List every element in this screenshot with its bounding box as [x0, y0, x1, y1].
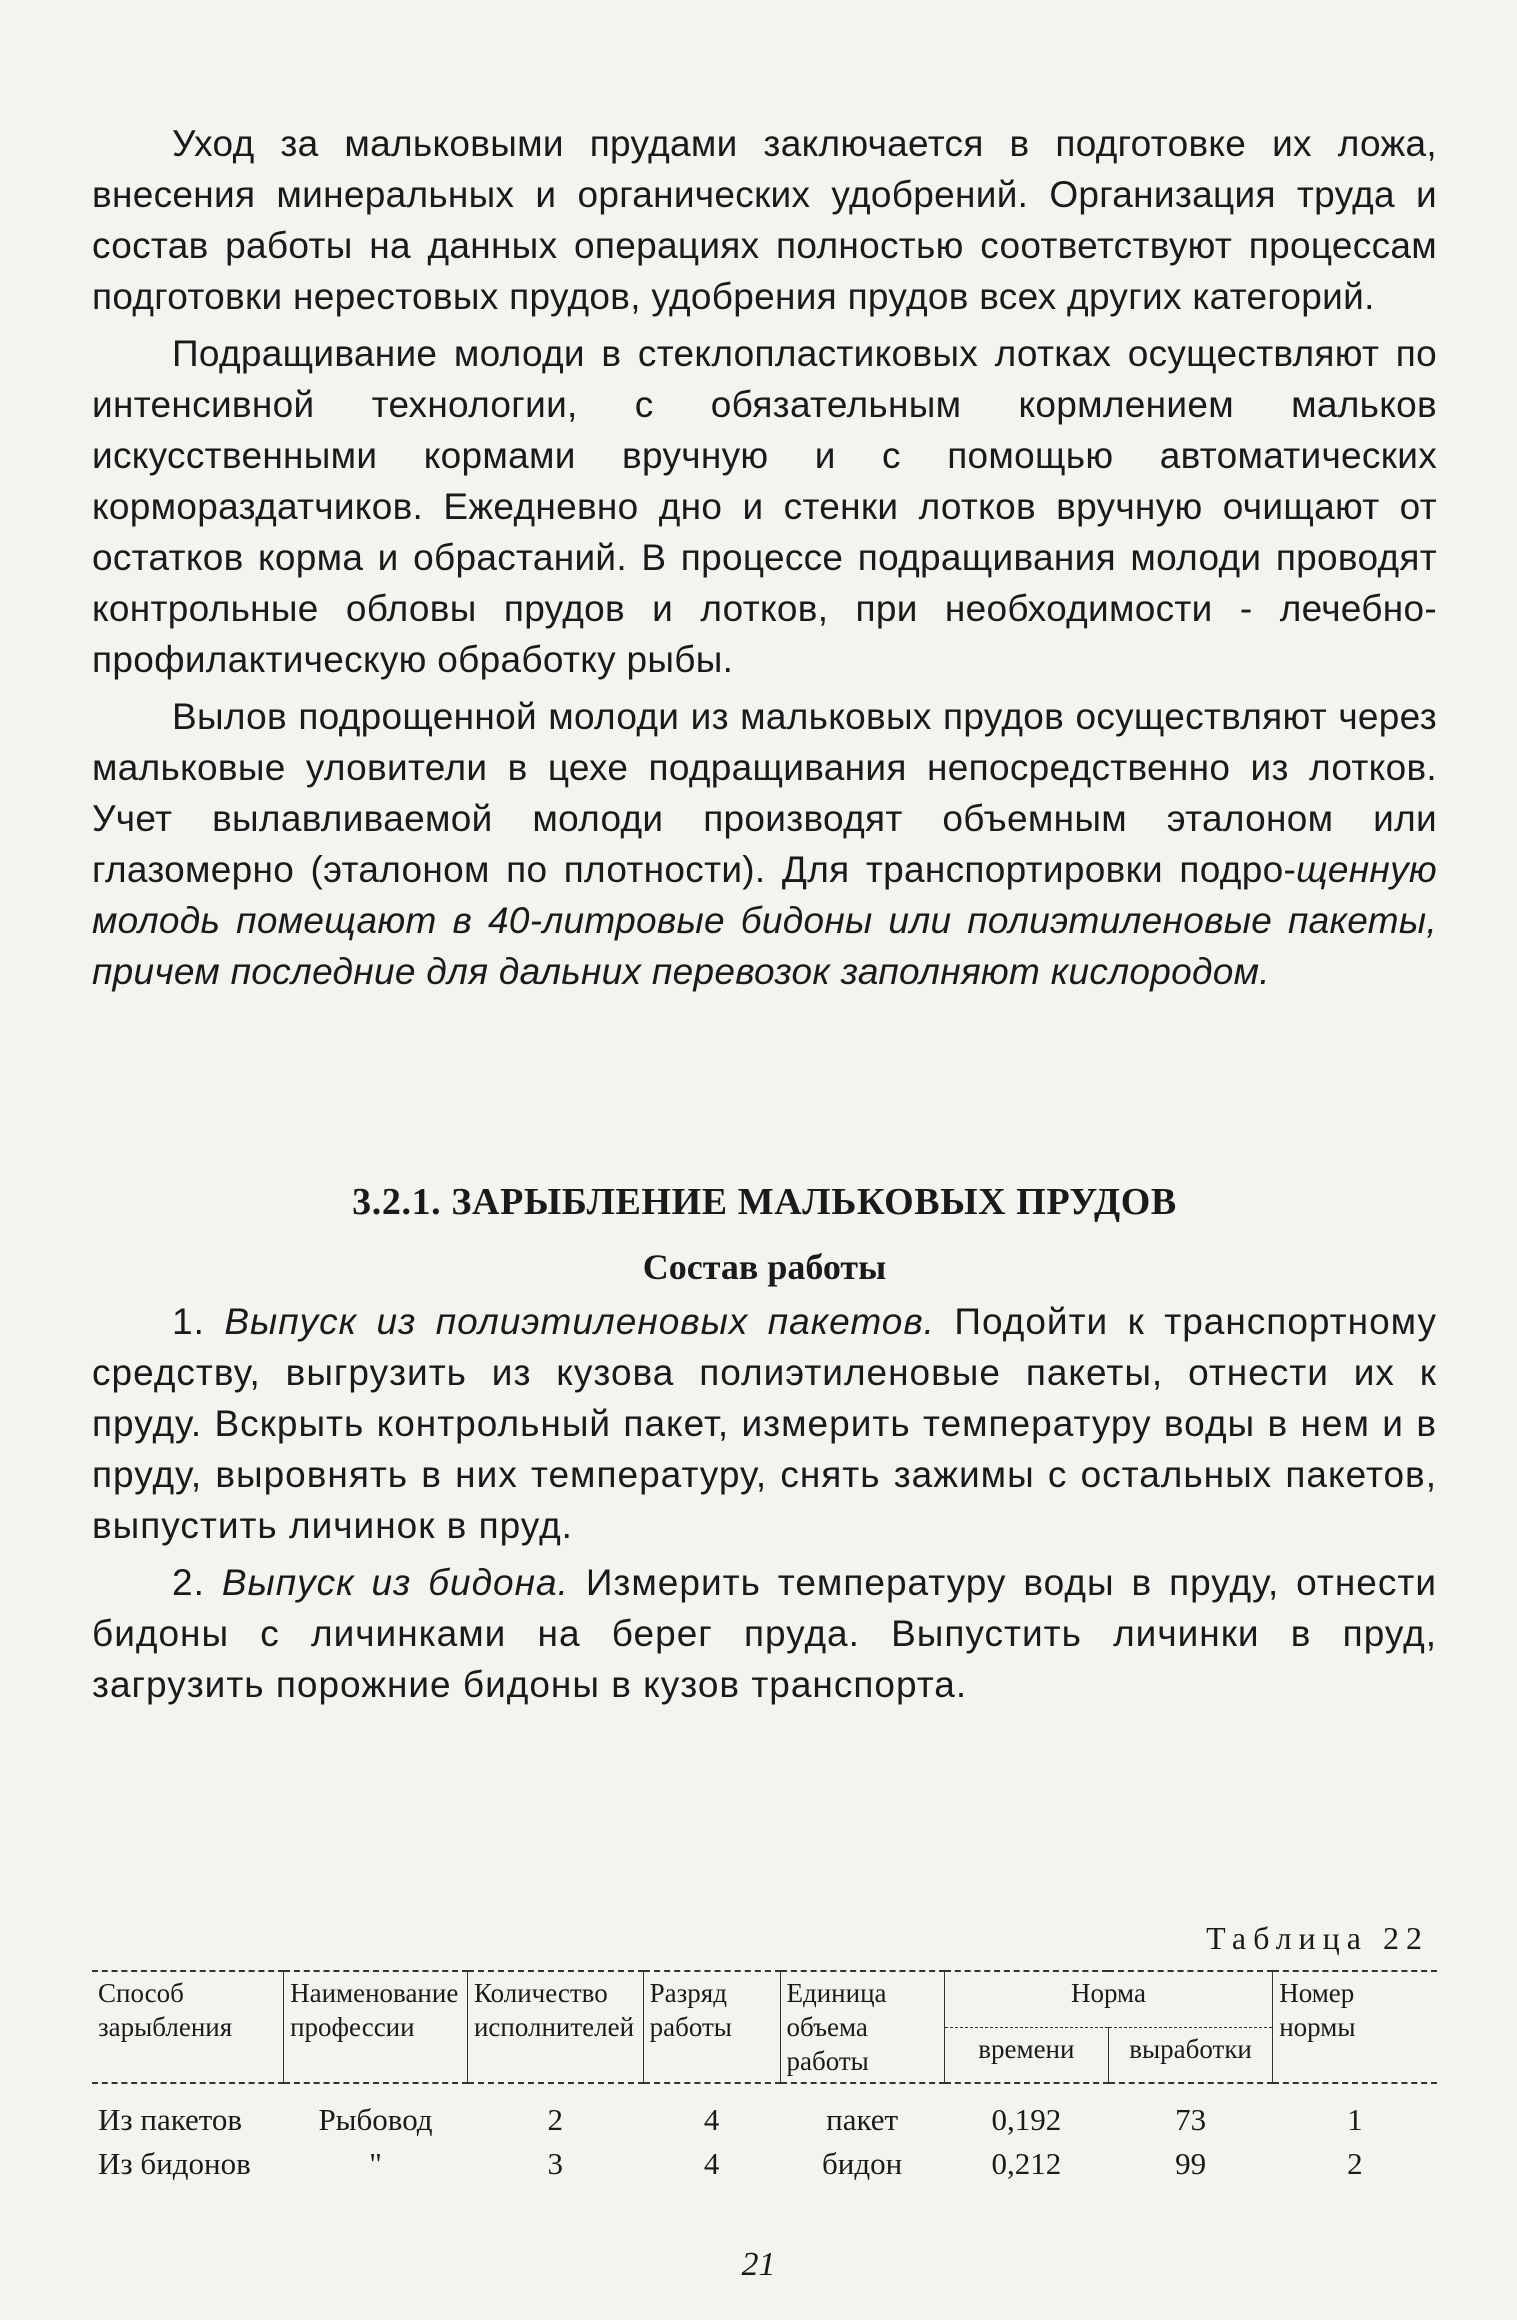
step-2-title: Выпуск из бидона. — [221, 1562, 569, 1603]
row-1-unit: пакет — [780, 2083, 944, 2142]
row-2-norm-number: 2 — [1347, 2146, 1363, 2181]
header-profession: Наименование профессии — [284, 1971, 468, 2083]
row-1-grade: 4 — [643, 2083, 780, 2142]
row-2-norm-output: 99 — [1175, 2146, 1207, 2181]
step-1 — [92, 1296, 1437, 1551]
row-1-norm-time: 0,192 — [944, 2083, 1108, 2142]
header-unit: Единица объема работы — [780, 1971, 944, 2083]
step-1-number: 1. — [172, 1301, 205, 1342]
step-1-text: Подойти к транспортному средству, выгрузить из кузова полиэтиленовые пакеты, отнести их к пруду. Вскрыть контрольный пакет, измерить температуру воды в нем и в пруду, выровнять в них температуру, снять зажимы с остальных пакетов, выпустить личинок в пруд. — [92, 1301, 1437, 1546]
row-2-grade: 4 — [703, 2146, 720, 2181]
paragraph-rearing: Подращивание молоди в стеклопластиковых лотках осуществляют по интенсивной технологии, с обязательным кормлением мальков искусственными кормами вручную и с помощью автоматических кормораздатчиков. Ежедневно дно и стенки лотков вручную очищают от остатков корма и обрастаний. В процессе подращивания молоди проводят контрольные обловы прудов и лотков, при необходимости - лечебно-профилактическую обработку рыбы. — [92, 333, 1437, 680]
table-row — [92, 2142, 1437, 2186]
header-norm: Норма — [944, 1971, 1272, 2027]
row-2-unit: бидон — [822, 2146, 903, 2181]
row-1-norm-number: 1 — [1273, 2083, 1437, 2142]
header-norm-output: выработки — [1108, 2027, 1272, 2083]
paragraph-catch-plain: Вылов подрощенной молоди из мальковых прудов осуществляют через мальковые уловители в цехе подращивания непосредственно из лотков. Учет вылавливаемой молоди производят объемным эталоном или глазомерно (эталоном по плотности). Для транспортировки подро- — [92, 696, 1437, 890]
row-1-norm-output: 73 — [1108, 2083, 1272, 2142]
header-norm-number: Номер нормы — [1273, 1971, 1437, 2083]
page-content — [92, 118, 1438, 2181]
work-steps — [92, 1296, 1437, 1716]
section-title: 3.2.1. ЗАРЫБЛЕНИЕ МАЛЬКОВЫХ ПРУДОВ — [352, 1181, 1177, 1223]
subsection-title: Состав работы — [642, 1247, 887, 1287]
row-2-count: 3 — [547, 2146, 564, 2181]
step-1-title: Выпуск из полиэтиленовых пакетов. — [224, 1301, 935, 1342]
step-2-number: 2. — [172, 1562, 205, 1603]
row-1-profession: Рыбовод — [284, 2083, 468, 2142]
paragraph-catch — [92, 691, 1437, 997]
row-2-method: Из бидонов — [98, 2146, 251, 2181]
page-number: 21 — [741, 2246, 776, 2283]
paragraph-catch-italic: щенную молодь помещают в 40-литровые бидоны или полиэтиленовые пакеты, причем последние для дальних перевозок заполняют кислородом. — [92, 849, 1437, 992]
header-norm-time: времени — [944, 2027, 1108, 2083]
row-1-count: 2 — [467, 2083, 643, 2142]
norms-table — [92, 1970, 1437, 2186]
table-row — [92, 2083, 1437, 2142]
header-grade: Разряд работы — [643, 1971, 780, 2083]
step-2-text: Измерить температуру воды в пруду, отнести бидоны с личинками на берег пруда. Выпустить личинки в пруд, загрузить порожние бидоны в кузов транспорта. — [92, 1562, 1438, 1705]
table-caption: Таблица 22 — [1206, 1920, 1429, 1956]
row-2-profession: " — [369, 2146, 382, 2181]
step-2 — [92, 1557, 1437, 1710]
paragraph-pond-care: Уход за мальковыми прудами заключается в подготовке их ложа, внесения минеральных и органических удобрений. Организация труда и состав работы на данных операциях полностью соответствуют процессам подготовки нерестовых прудов, удобрения прудов всех других категорий. — [92, 123, 1437, 317]
row-2-norm-time: 0,212 — [991, 2146, 1062, 2181]
header-method: Способ зарыбления — [92, 1971, 284, 2083]
row-1-method: Из пакетов — [92, 2083, 284, 2142]
header-count: Количество исполнителей — [467, 1971, 643, 2083]
